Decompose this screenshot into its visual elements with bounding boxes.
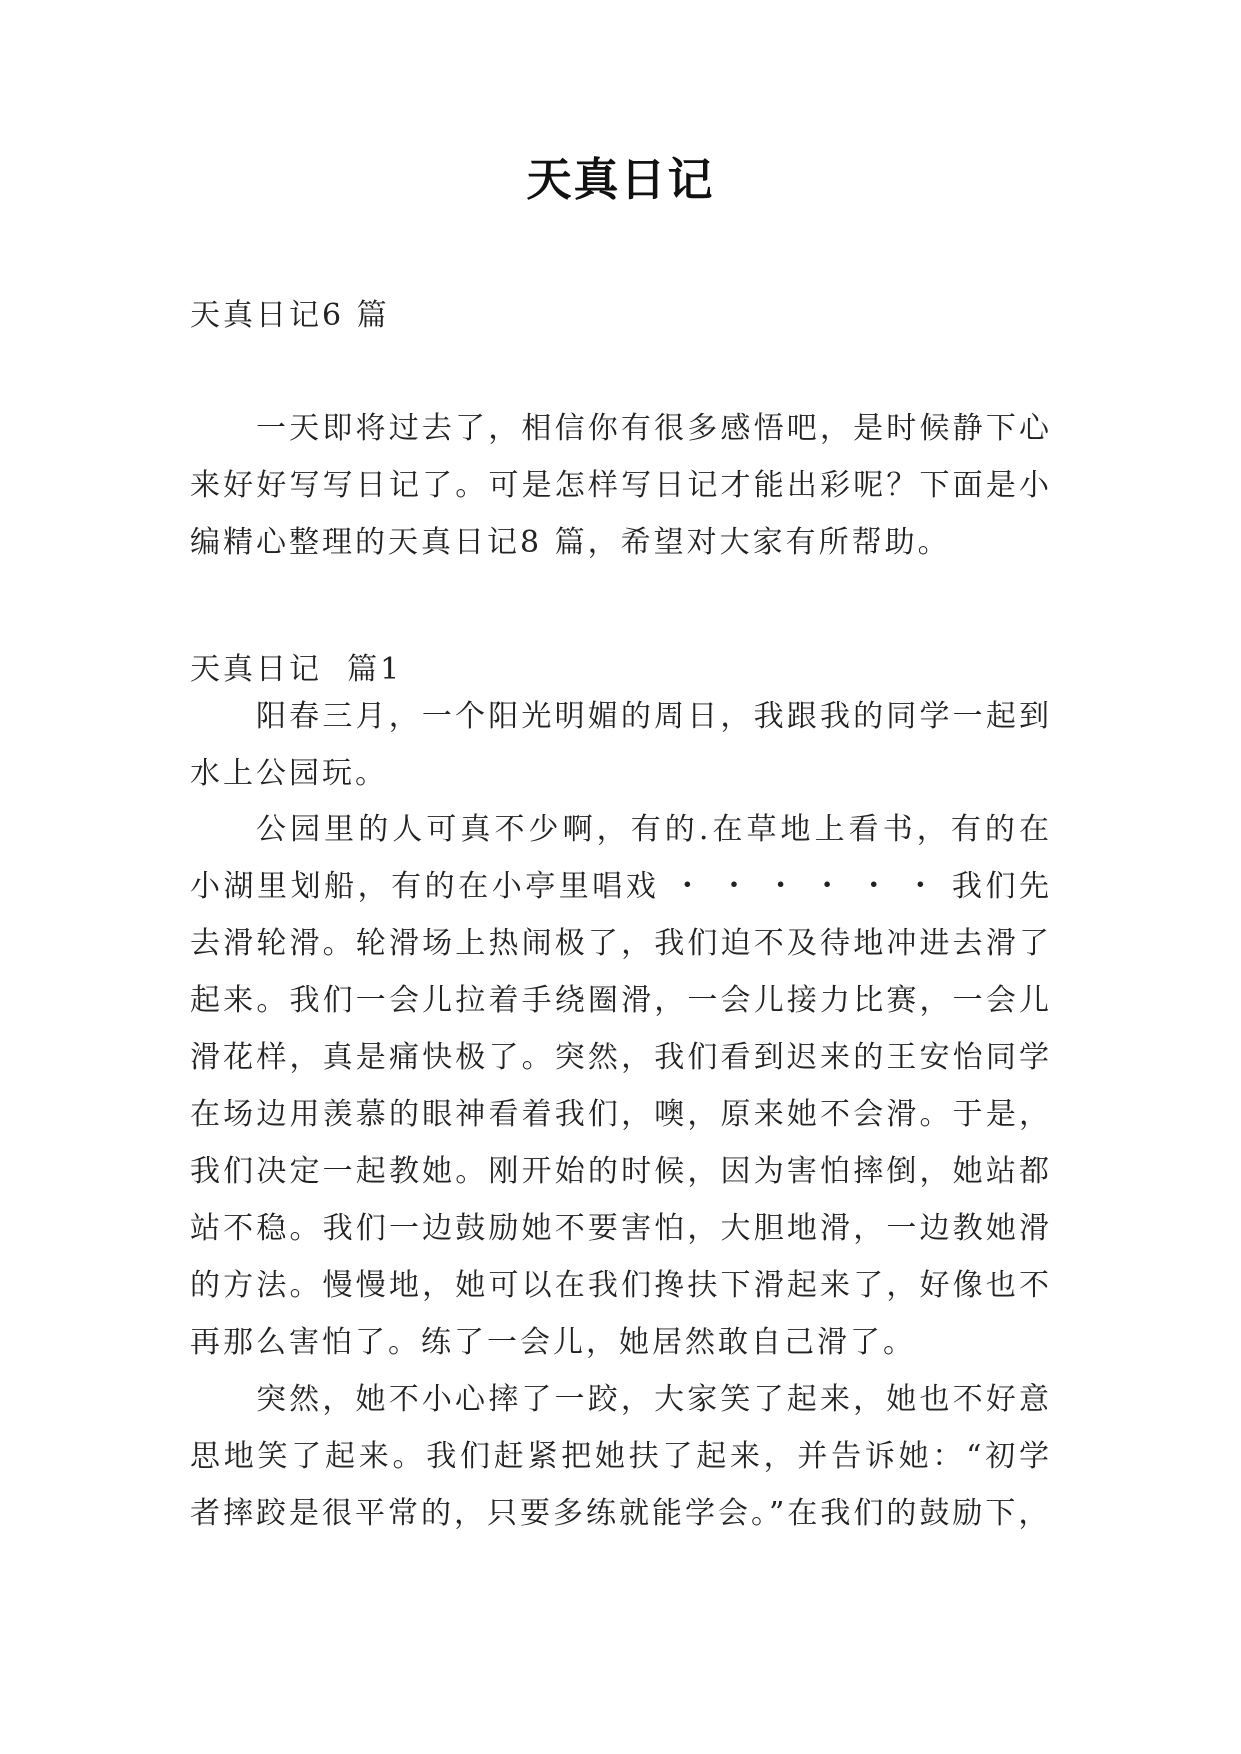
document-title: 天真日记: [526, 153, 715, 206]
document-subtitle: 天真日记6 篇: [190, 298, 390, 333]
body-paragraph: 公园里的人可真不少啊，有的.在草地上看书，有的在小湖里划船，有的在小亭里唱戏 ・ ・ ・ ・ ・ ・ 我们先去滑轮滑。轮滑场上热闹极了，我们迫不及待地冲进去滑了起来。我们一会儿拉着手绕圈滑，一会儿接力比赛，一会儿滑花样，真是痛快极了。突然，我们看到迟来的王安怡同学在场边用羡慕的眼神看着我们，噢，原来她不会滑。于是，我们决定一起教她。刚开始的时候，因为害怕摔倒，她站都站不稳。我们一边鼓励她不要害怕，大胆地滑，一边教她滑的方法。慢慢地，她可以在我们搀扶下滑起来了，好像也不再那么害怕了。练了一会儿，她居然敢自己滑了。: [190, 812, 1052, 1360]
body-paragraph: 阳春三月，一个阳光明媚的周日，我跟我的同学一起到水上公园玩。: [190, 699, 1052, 791]
body-paragraph: 突然，她不小心摔了一跤，大家笑了起来，她也不好意思地笑了起来。我们赶紧把她扶了起来，并告诉她：“初学者摔跤是很平常的，只要多练就能学会。”在我们的鼓励下，: [190, 1382, 1052, 1531]
intro-paragraph: 一天即将过去了，相信你有很多感悟吧，是时候静下心来好好写写日记了。可是怎样写日记才能出彩呢？下面是小编精心整理的天真日记8 篇，希望对大家有所帮助。: [190, 411, 1052, 560]
section-title: 天真日记 篇1: [190, 652, 403, 687]
